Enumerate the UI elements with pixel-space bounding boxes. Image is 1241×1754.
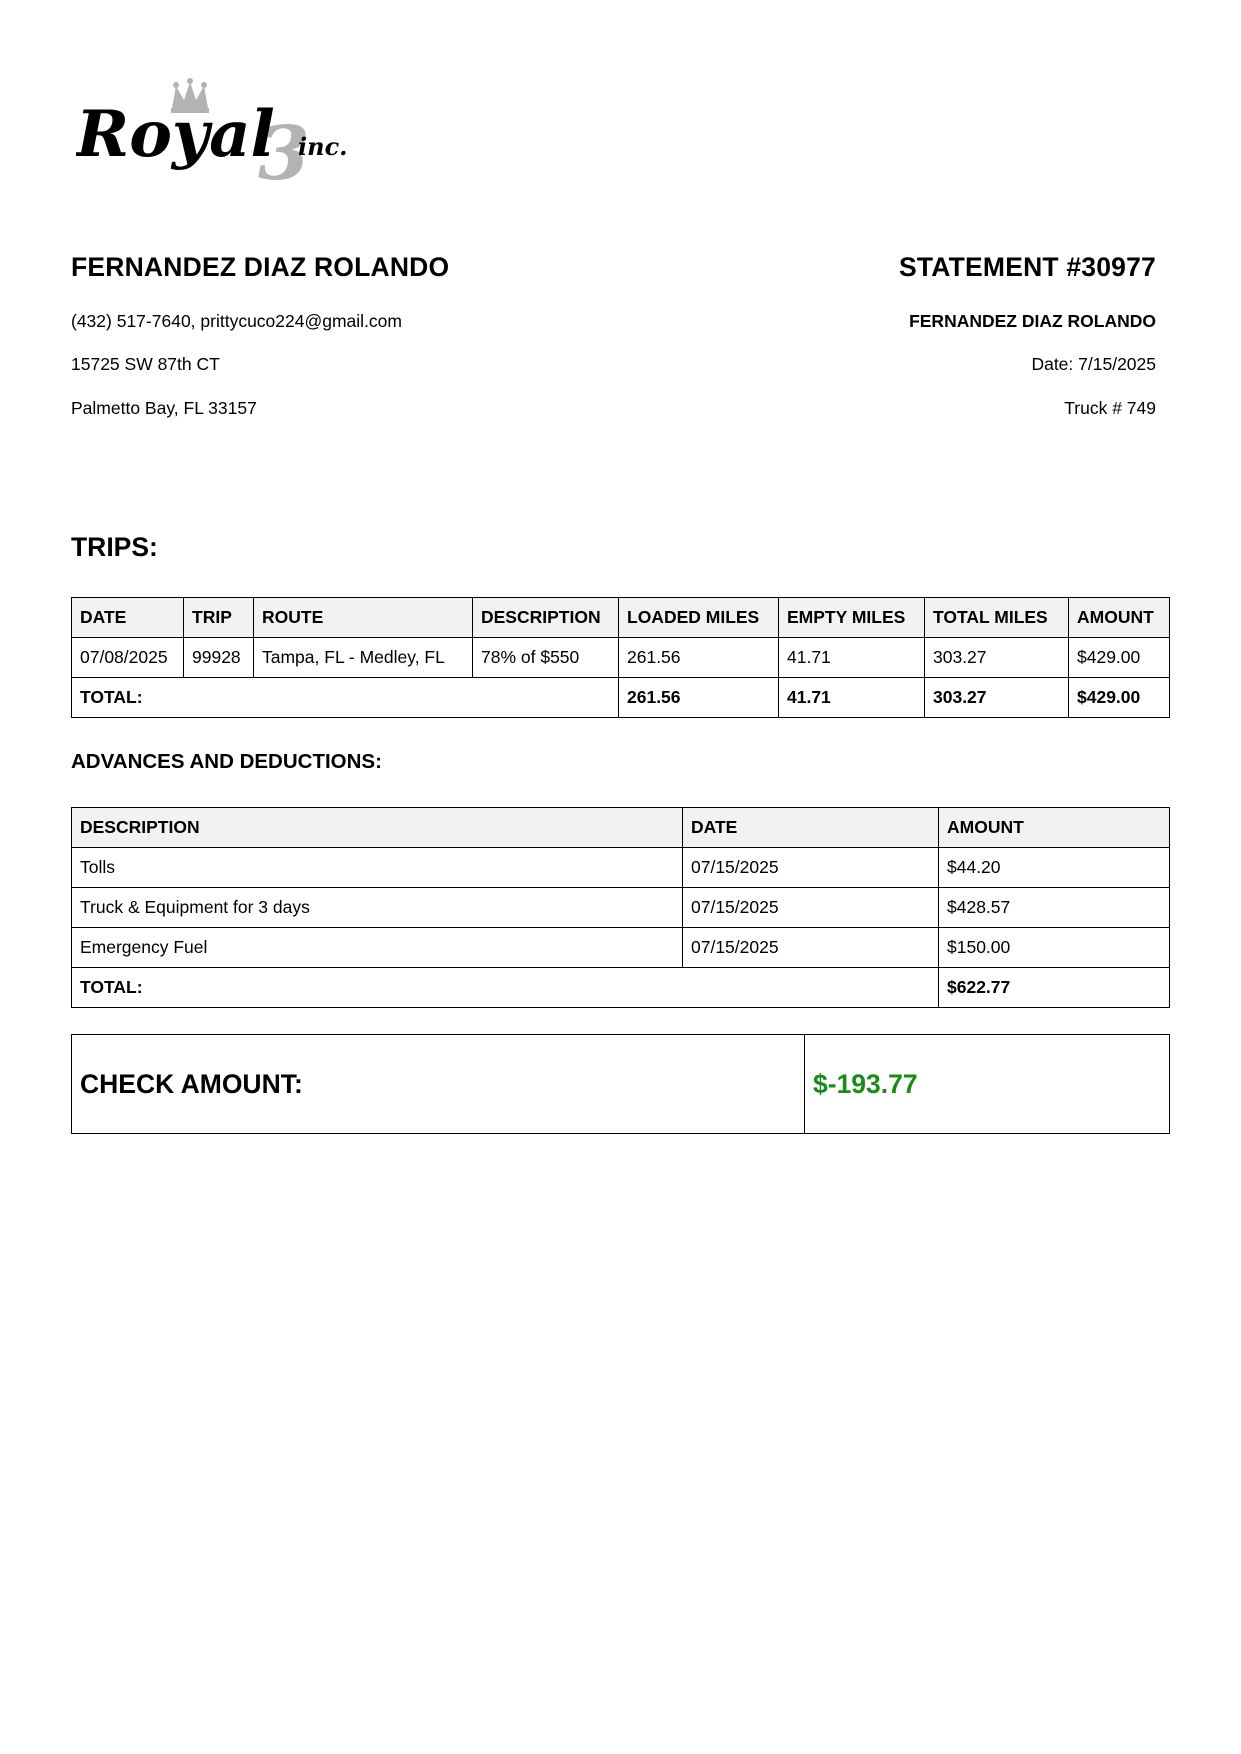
advances-total-label: TOTAL: [72,968,939,1008]
column-header: TOTAL MILES [925,598,1069,638]
advances-table [71,807,1170,1008]
svg-text:3: 3 [258,111,310,190]
statement-driver-name: FERNANDEZ DIAZ ROLANDO [909,311,1156,331]
advances-header-row [72,808,1170,848]
deduction-date: 07/15/2025 [683,888,939,928]
trips-title: TRIPS: [71,532,158,562]
deduction-amount: $150.00 [939,928,1170,968]
svg-text:inc.: inc. [298,132,348,161]
check-amount-value: $-193.77 [805,1035,1170,1134]
column-header: LOADED MILES [619,598,779,638]
column-header: TRIP [184,598,254,638]
trip-loaded-miles: 261.56 [619,638,779,678]
table-row [72,888,1170,928]
driver-contact: (432) 517-7640, prittycuco224@gmail.com [71,311,402,331]
svg-text:Royal: Royal [76,97,275,172]
deduction-description: Tolls [72,848,683,888]
advances-total-amount: $622.77 [939,968,1170,1008]
trip-total-miles: 303.27 [925,638,1069,678]
company-logo [76,78,376,190]
truck-number: Truck # 749 [1064,398,1156,418]
deduction-date: 07/15/2025 [683,928,939,968]
trips-total-amount: $429.00 [1069,678,1170,718]
table-row [72,638,1170,678]
trip-date: 07/08/2025 [72,638,184,678]
trip-description: 78% of $550 [473,638,619,678]
column-header: DATE [683,808,939,848]
deduction-amount: $44.20 [939,848,1170,888]
column-header: DESCRIPTION [473,598,619,638]
deduction-description: Truck & Equipment for 3 days [72,888,683,928]
trips-total-label: TOTAL: [72,678,619,718]
trips-header-row [72,598,1170,638]
trip-route: Tampa, FL - Medley, FL [254,638,473,678]
check-amount-label: CHECK AMOUNT: [72,1035,805,1134]
deduction-description: Emergency Fuel [72,928,683,968]
driver-address-line2: Palmetto Bay, FL 33157 [71,398,257,418]
trips-total-loaded: 261.56 [619,678,779,718]
trips-table [71,597,1170,718]
trip-amount: $429.00 [1069,638,1170,678]
deduction-amount: $428.57 [939,888,1170,928]
advances-total-row [72,968,1170,1008]
trips-total-miles: 303.27 [925,678,1069,718]
check-amount-box [71,1034,1170,1134]
statement-date: Date: 7/15/2025 [1031,354,1156,374]
column-header: EMPTY MILES [779,598,925,638]
column-header: DESCRIPTION [72,808,683,848]
trip-empty-miles: 41.71 [779,638,925,678]
table-row [72,848,1170,888]
deduction-date: 07/15/2025 [683,848,939,888]
trips-total-empty: 41.71 [779,678,925,718]
trips-total-row [72,678,1170,718]
column-header: AMOUNT [1069,598,1170,638]
check-amount-row [72,1035,1170,1134]
column-header: AMOUNT [939,808,1170,848]
advances-title: ADVANCES AND DEDUCTIONS: [71,750,382,773]
statement-title: STATEMENT #30977 [899,252,1156,282]
column-header: DATE [72,598,184,638]
column-header: ROUTE [254,598,473,638]
table-row [72,928,1170,968]
driver-address-line1: 15725 SW 87th CT [71,354,220,374]
driver-name: FERNANDEZ DIAZ ROLANDO [71,252,450,282]
trip-number: 99928 [184,638,254,678]
